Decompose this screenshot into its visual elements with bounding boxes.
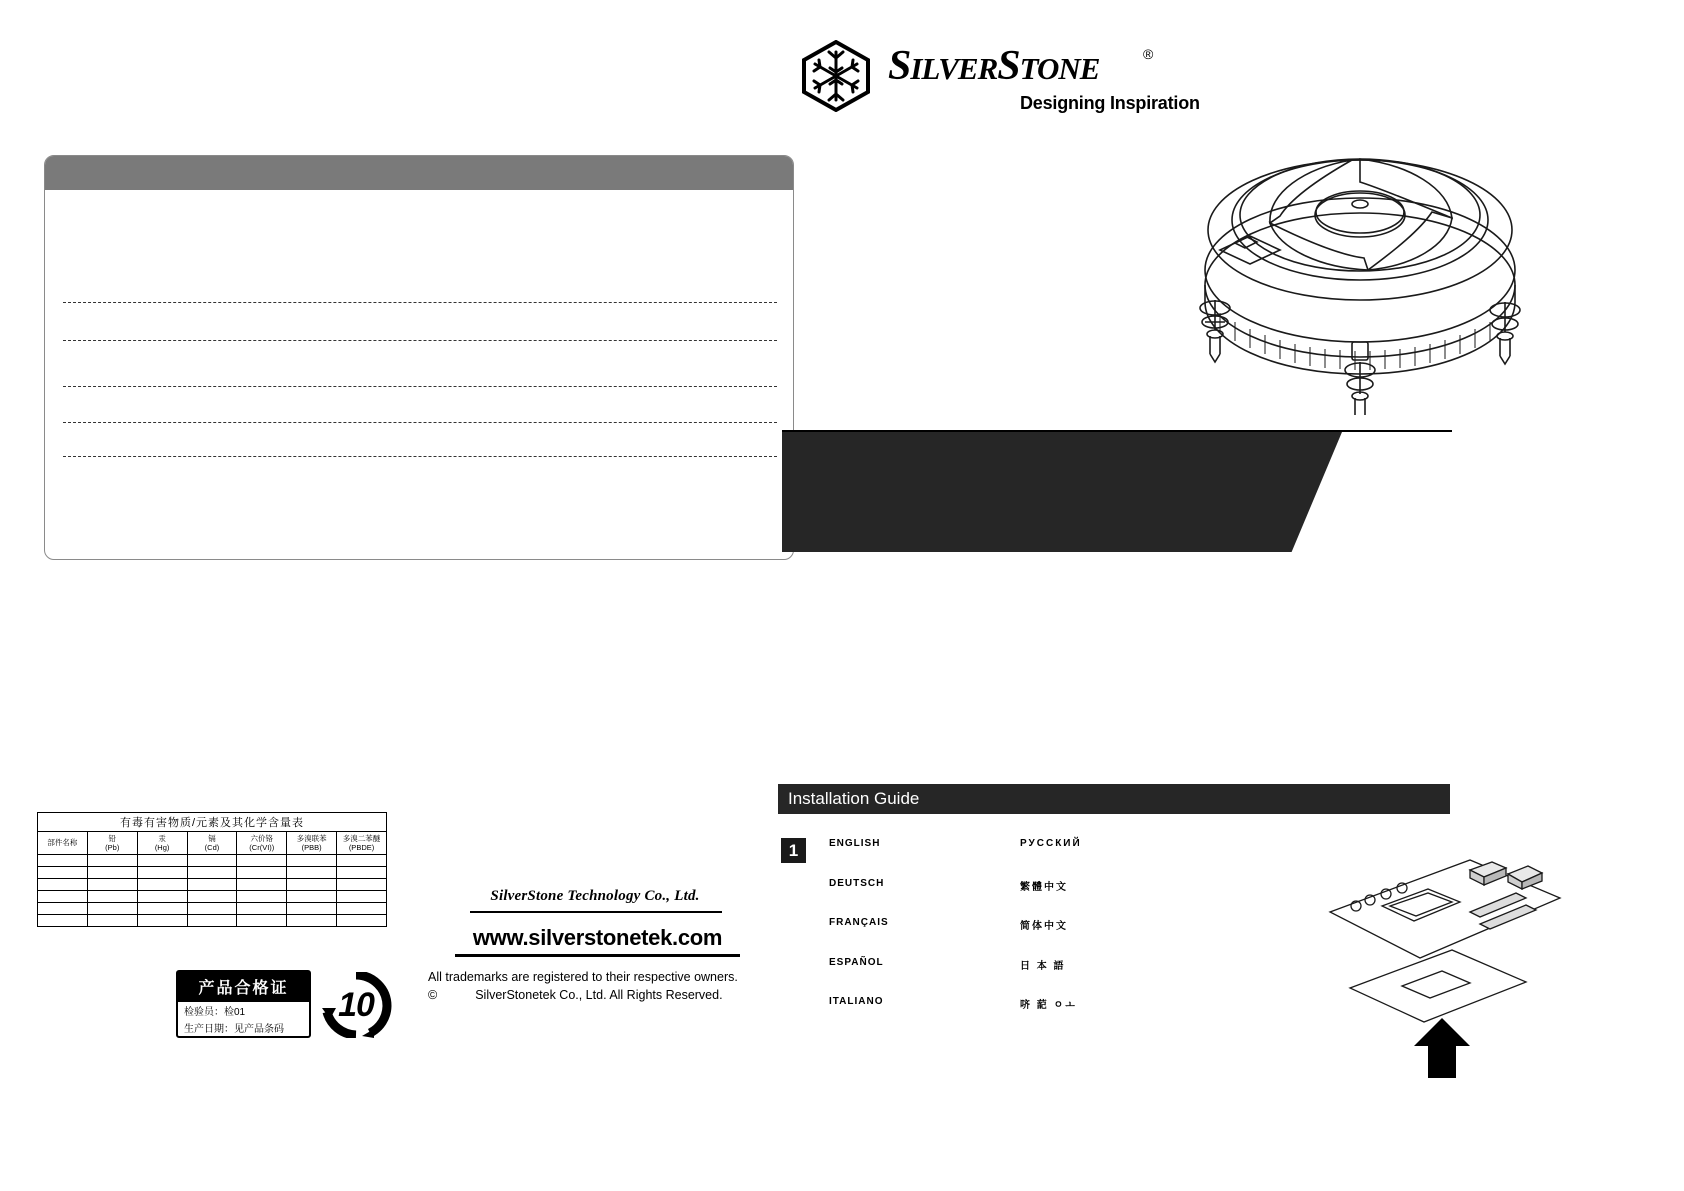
rohs-cell — [87, 855, 137, 867]
rohs-cell — [87, 891, 137, 903]
rohs-cell — [87, 903, 137, 915]
rohs-col-cr6 — [237, 832, 287, 855]
logo-ilver: ILVER — [910, 51, 998, 86]
trademark-line-1: All trademarks are registered to their respective owners. — [428, 970, 738, 984]
lang-item-simplified-chinese[interactable]: 简体中文 — [1020, 921, 1068, 932]
rohs-header-row — [38, 832, 387, 855]
rohs-cell — [38, 867, 88, 879]
rohs-col-pbde-sub: (PBDE) — [348, 843, 375, 852]
logo-s2: S — [997, 43, 1020, 89]
rohs-col-part — [38, 832, 88, 855]
rohs-col-part-main: 部件名称 — [47, 838, 78, 848]
copyright-text: SilverStonetek Co., Ltd. All Rights Reserved. — [475, 988, 723, 1002]
snowflake-icon — [800, 40, 872, 112]
rohs-col-pb — [87, 832, 137, 855]
table-row — [38, 891, 387, 903]
rohs-cell — [337, 891, 387, 903]
product-banner — [782, 432, 1342, 552]
rohs-col-pb-main: 铅 — [108, 833, 117, 843]
rohs-cell — [337, 879, 387, 891]
rohs-cell — [287, 879, 337, 891]
notes-divider-3 — [63, 386, 777, 387]
cpu-cooler-illustration — [1180, 70, 1540, 415]
lang-item-japanese[interactable]: 日 本 語 — [1020, 960, 1066, 972]
lang-item-korean[interactable]: 哜 䓽 ㅇㅗ — [1020, 1000, 1077, 1011]
motherboard-illustration — [1320, 840, 1570, 1080]
rohs-cell — [137, 879, 187, 891]
rohs-cell — [187, 915, 237, 927]
rohs-cell — [137, 903, 187, 915]
notes-divider-2 — [63, 340, 777, 341]
brand-logo — [800, 40, 1200, 120]
rohs-col-pb-sub: (Pb) — [105, 843, 120, 852]
rohs-cell — [38, 879, 88, 891]
rohs-cell — [337, 915, 387, 927]
cert-inspector: 检验员：检01 — [184, 1007, 246, 1018]
brand-tagline: Designing Inspiration — [1020, 93, 1200, 113]
rohs-cell — [187, 867, 237, 879]
rohs-col-pbb-main: 多溴联苯 — [296, 833, 327, 843]
rohs-cell — [287, 903, 337, 915]
rohs-cell — [287, 891, 337, 903]
rohs-cell — [187, 891, 237, 903]
rohs-cell — [237, 867, 287, 879]
logo-tone: TONE — [1019, 51, 1100, 86]
rohs-cell — [38, 891, 88, 903]
notes-divider-4 — [63, 422, 777, 423]
company-name-rule — [470, 911, 722, 913]
rohs-cell — [287, 915, 337, 927]
lang-item-espanol[interactable]: ESPAÑOL — [829, 956, 884, 968]
table-row — [38, 879, 387, 891]
rohs-cell — [237, 879, 287, 891]
rohs-col-hg-sub: (Hg) — [154, 843, 170, 852]
table-row — [38, 855, 387, 867]
rohs-cell — [237, 891, 287, 903]
table-row — [38, 867, 387, 879]
brand-wordmark — [888, 42, 1099, 90]
rohs-cell — [237, 915, 287, 927]
cert-title: 产品合格证 — [178, 972, 309, 1002]
company-url[interactable]: www.silverstonetek.com — [472, 925, 723, 950]
rohs-cell — [137, 867, 187, 879]
company-name: SilverStone Technology Co., Ltd. — [490, 888, 700, 904]
rohs-col-pbde-main: 多溴二苯醚 — [342, 833, 381, 843]
cert-date: 生产日期：见产品条码 — [184, 1024, 284, 1035]
rohs-col-cd-sub: (Cd) — [204, 843, 220, 852]
rohs-cell — [237, 855, 287, 867]
language-column-left — [829, 838, 979, 1036]
lang-item-english[interactable]: ENGLISH — [829, 838, 881, 849]
recycle-number: 10 — [338, 985, 374, 1024]
company-url-rule — [455, 954, 740, 957]
copyright-symbol: © — [428, 988, 438, 1002]
table-row — [38, 915, 387, 927]
rohs-col-cd-main: 镉 — [208, 833, 216, 843]
notes-card-body — [45, 190, 793, 559]
rohs-col-cr6-sub: (Cr(VI)) — [249, 843, 275, 852]
rohs-cell — [137, 891, 187, 903]
rohs-cell — [87, 915, 137, 927]
lang-item-francais[interactable]: FRANÇAIS — [829, 917, 889, 928]
notes-card — [44, 155, 794, 560]
installation-guide-bar — [778, 784, 1450, 814]
lang-item-deutsch[interactable]: DEUTSCH — [829, 877, 885, 889]
rohs-cell — [337, 867, 387, 879]
trademark-line-2 — [428, 988, 723, 1002]
rohs-cell — [137, 915, 187, 927]
rohs-cell — [38, 855, 88, 867]
rohs-col-pbb — [287, 832, 337, 855]
rohs-title: 有毒有害物质/元素及其化学含量表 — [38, 813, 387, 832]
registered-trademark-icon: ® — [1143, 46, 1154, 62]
lang-item-russian[interactable]: РУССКИЙ — [1020, 838, 1082, 849]
lang-item-italiano[interactable]: ITALIANO — [829, 996, 884, 1007]
notes-divider-1 — [63, 302, 777, 303]
recycle-badge — [318, 972, 394, 1038]
notes-card-header — [45, 156, 793, 190]
rohs-cell — [237, 903, 287, 915]
notes-divider-5 — [63, 456, 777, 457]
rohs-col-hg — [137, 832, 187, 855]
rohs-cell — [38, 915, 88, 927]
rohs-cell — [287, 855, 337, 867]
rohs-table — [37, 812, 387, 927]
rohs-cell — [187, 855, 237, 867]
banner-top-rule — [782, 430, 1452, 432]
rohs-cell — [337, 855, 387, 867]
logo-s1: S — [888, 43, 911, 89]
rohs-col-pbb-sub: (PBB) — [301, 843, 322, 852]
table-row — [38, 903, 387, 915]
certification-box — [176, 970, 311, 1038]
rohs-col-hg-main: 汞 — [158, 833, 166, 843]
rohs-cell — [337, 903, 387, 915]
language-column-right — [1020, 838, 1170, 1036]
installation-guide-label: Installation Guide — [788, 789, 920, 808]
step-number-badge: 1 — [781, 838, 806, 863]
rohs-cell — [287, 867, 337, 879]
rohs-cell — [87, 879, 137, 891]
rohs-col-cr6-main: 六价铬 — [250, 833, 274, 843]
rohs-col-pbde — [337, 832, 387, 855]
rohs-cell — [38, 903, 88, 915]
rohs-cell — [187, 903, 237, 915]
rohs-title-row — [38, 813, 387, 832]
rohs-cell — [137, 855, 187, 867]
lang-item-traditional-chinese[interactable]: 繁體中文 — [1020, 881, 1068, 893]
rohs-col-cd — [187, 832, 237, 855]
rohs-cell — [187, 879, 237, 891]
rohs-cell — [87, 867, 137, 879]
